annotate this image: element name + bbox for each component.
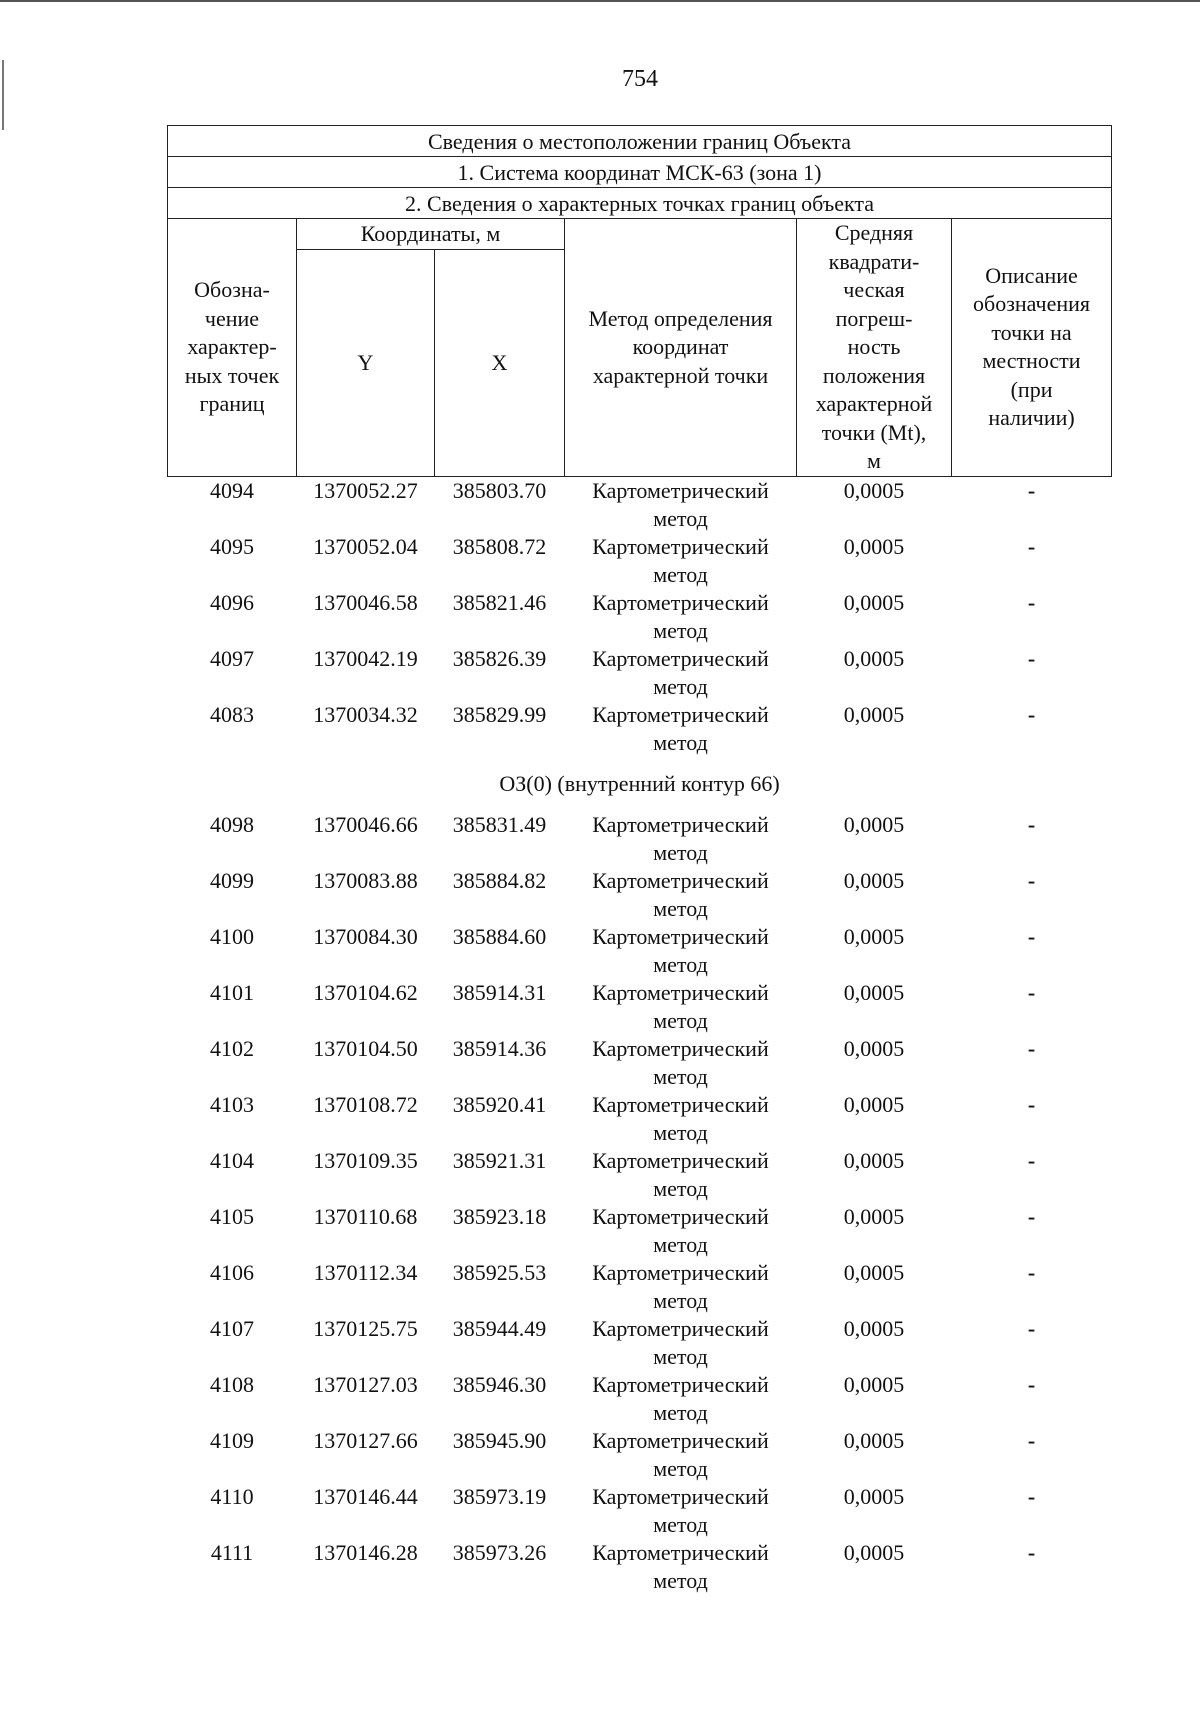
method-cell: Картометрический метод	[592, 1371, 769, 1425]
x-coordinate-cell: 385803.70	[452, 477, 547, 503]
error-cell: 0,0005	[843, 867, 905, 893]
y-coordinate-cell: 1370110.68	[313, 1203, 418, 1229]
page-number: 754	[622, 66, 658, 92]
error-cell: 0,0005	[843, 1539, 905, 1565]
method-cell: Картометрический метод	[592, 979, 769, 1033]
point-id-cell: 4096	[210, 589, 254, 615]
column-header-method: Метод определения координат характерной точки	[565, 219, 797, 477]
table-row	[168, 811, 1112, 867]
y-coordinate-cell: 1370146.44	[313, 1483, 418, 1509]
x-coordinate-cell: 385821.46	[452, 589, 547, 615]
description-cell: -	[1027, 1427, 1036, 1453]
point-id-cell: 4097	[210, 645, 254, 671]
point-id-cell: 4100	[210, 923, 254, 949]
description-cell: -	[1027, 1259, 1036, 1285]
contour-label: ОЗ(0) (внутренний контур 66)	[499, 770, 780, 796]
error-cell: 0,0005	[843, 701, 905, 727]
point-id-cell: 4109	[210, 1427, 254, 1453]
point-id-cell: 4103	[210, 1091, 254, 1117]
description-cell: -	[1027, 1483, 1036, 1509]
point-id-cell: 4108	[210, 1371, 254, 1397]
point-id-cell: 4105	[210, 1203, 254, 1229]
error-cell: 0,0005	[843, 1427, 905, 1453]
point-id-cell: 4095	[210, 533, 254, 559]
method-cell: Картометрический метод	[592, 811, 769, 865]
description-cell: -	[1027, 533, 1036, 559]
point-id-cell: 4107	[210, 1315, 254, 1341]
x-coordinate-cell: 385884.82	[452, 867, 547, 893]
table-row	[168, 1371, 1112, 1427]
y-coordinate-cell: 1370109.35	[313, 1147, 418, 1173]
method-cell: Картометрический метод	[592, 1091, 769, 1145]
table-row	[168, 645, 1112, 701]
error-cell: 0,0005	[843, 1371, 905, 1397]
points-group-b	[168, 811, 1112, 1595]
error-cell: 0,0005	[843, 1259, 905, 1285]
error-cell: 0,0005	[843, 811, 905, 837]
x-coordinate-cell: 385921.31	[452, 1147, 547, 1173]
error-cell: 0,0005	[843, 1203, 905, 1229]
table-row	[168, 701, 1112, 757]
column-header-x: X	[435, 250, 565, 476]
error-cell: 0,0005	[843, 1035, 905, 1061]
table-row	[168, 979, 1112, 1035]
description-cell: -	[1027, 701, 1036, 727]
method-cell: Картометрический метод	[592, 533, 769, 587]
table-row	[168, 1539, 1112, 1595]
error-cell: 0,0005	[843, 1091, 905, 1117]
y-coordinate-cell: 1370046.58	[313, 589, 418, 615]
point-id-cell: 4099	[210, 867, 254, 893]
error-cell: 0,0005	[843, 979, 905, 1005]
y-coordinate-cell: 1370125.75	[313, 1315, 418, 1341]
boundary-points-table	[167, 125, 1112, 1595]
error-cell: 0,0005	[843, 1147, 905, 1173]
table-row	[168, 1259, 1112, 1315]
table-row	[168, 1203, 1112, 1259]
y-coordinate-cell: 1370042.19	[313, 645, 418, 671]
method-cell: Картометрический метод	[592, 867, 769, 921]
error-cell: 0,0005	[843, 645, 905, 671]
point-id-cell: 4101	[210, 979, 254, 1005]
description-cell: -	[1027, 1315, 1036, 1341]
error-cell: 0,0005	[843, 533, 905, 559]
y-coordinate-cell: 1370127.03	[313, 1371, 418, 1397]
method-cell: Картометрический метод	[592, 1483, 769, 1537]
y-coordinate-cell: 1370127.66	[313, 1427, 418, 1453]
table-row	[168, 1091, 1112, 1147]
table-header	[168, 126, 1112, 477]
point-id-cell: 4110	[210, 1483, 254, 1509]
method-cell: Картометрический метод	[592, 923, 769, 977]
description-cell: -	[1027, 923, 1036, 949]
table-row	[168, 1315, 1112, 1371]
coordinate-system-label: 1. Система координат МСК-63 (зона 1)	[168, 157, 1112, 188]
column-header-error: Средняя квадрати- ческая погреш- ность положения характерной точки (Mt), м	[797, 219, 952, 477]
x-coordinate-cell: 385944.49	[452, 1315, 547, 1341]
description-cell: -	[1027, 811, 1036, 837]
point-id-cell: 4104	[210, 1147, 254, 1173]
x-coordinate-cell: 385920.41	[452, 1091, 547, 1117]
column-header-coordinates: Координаты, м	[297, 219, 565, 250]
description-cell: -	[1027, 1147, 1036, 1173]
point-id-cell: 4083	[210, 701, 254, 727]
error-cell: 0,0005	[843, 1315, 905, 1341]
table-row	[168, 1147, 1112, 1203]
x-coordinate-cell: 385826.39	[452, 645, 547, 671]
description-cell: -	[1027, 645, 1036, 671]
point-id-cell: 4111	[210, 1539, 254, 1565]
y-coordinate-cell: 1370104.62	[313, 979, 418, 1005]
error-cell: 0,0005	[843, 589, 905, 615]
y-coordinate-cell: 1370108.72	[313, 1091, 418, 1117]
contour-section	[168, 757, 1112, 811]
y-coordinate-cell: 1370034.32	[313, 701, 418, 727]
table-row	[168, 476, 1112, 533]
table-row	[168, 533, 1112, 589]
method-cell: Картометрический метод	[592, 1147, 769, 1201]
description-cell: -	[1027, 1091, 1036, 1117]
description-cell: -	[1027, 1371, 1036, 1397]
table-title: Сведения о местоположении границ Объекта	[168, 126, 1112, 157]
y-coordinate-cell: 1370083.88	[313, 867, 418, 893]
description-cell: -	[1027, 589, 1036, 615]
point-id-cell: 4102	[210, 1035, 254, 1061]
y-coordinate-cell: 1370104.50	[313, 1035, 418, 1061]
y-coordinate-cell: 1370146.28	[313, 1539, 418, 1565]
column-header-description: Описание обозначения точки на местности (при наличии)	[952, 219, 1112, 477]
section-title: 2. Сведения о характерных точках границ объекта	[168, 188, 1112, 219]
description-cell: -	[1027, 1539, 1036, 1565]
method-cell: Картометрический метод	[592, 1035, 769, 1089]
method-cell: Картометрический метод	[592, 701, 769, 755]
table-row	[168, 923, 1112, 979]
table-row	[168, 1035, 1112, 1091]
x-coordinate-cell: 385829.99	[452, 701, 547, 727]
table-row	[168, 867, 1112, 923]
x-coordinate-cell: 385925.53	[452, 1259, 547, 1285]
column-header-y: Y	[297, 250, 435, 476]
x-coordinate-cell: 385973.19	[452, 1483, 547, 1509]
column-header-designation: Обозна- чение характер- ных точек границ	[168, 219, 297, 477]
error-cell: 0,0005	[843, 477, 905, 503]
description-cell: -	[1027, 477, 1036, 503]
y-coordinate-cell: 1370084.30	[313, 923, 418, 949]
method-cell: Картометрический метод	[592, 589, 769, 643]
error-cell: 0,0005	[843, 1483, 905, 1509]
table-row	[168, 589, 1112, 645]
table-row	[168, 1427, 1112, 1483]
table-row	[168, 1483, 1112, 1539]
description-cell: -	[1027, 867, 1036, 893]
point-id-cell: 4098	[210, 811, 254, 837]
points-group-a	[168, 476, 1112, 757]
x-coordinate-cell: 385831.49	[452, 811, 547, 837]
description-cell: -	[1027, 1203, 1036, 1229]
method-cell: Картометрический метод	[592, 1427, 769, 1481]
method-cell: Картометрический метод	[592, 1203, 769, 1257]
x-coordinate-cell: 385923.18	[452, 1203, 547, 1229]
x-coordinate-cell: 385914.36	[452, 1035, 547, 1061]
x-coordinate-cell: 385914.31	[452, 979, 547, 1005]
method-cell: Картометрический метод	[592, 1259, 769, 1313]
method-cell: Картометрический метод	[592, 1315, 769, 1369]
method-cell: Картометрический метод	[592, 1539, 769, 1593]
point-id-cell: 4094	[210, 477, 254, 503]
x-coordinate-cell: 385946.30	[452, 1371, 547, 1397]
error-cell: 0,0005	[843, 923, 905, 949]
x-coordinate-cell: 385945.90	[452, 1427, 547, 1453]
y-coordinate-cell: 1370052.27	[313, 477, 418, 503]
x-coordinate-cell: 385808.72	[452, 533, 547, 559]
y-coordinate-cell: 1370046.66	[313, 811, 418, 837]
x-coordinate-cell: 385973.26	[452, 1539, 547, 1565]
method-cell: Картометрический метод	[592, 645, 769, 699]
x-coordinate-cell: 385884.60	[452, 923, 547, 949]
point-id-cell: 4106	[210, 1259, 254, 1285]
description-cell: -	[1027, 1035, 1036, 1061]
y-coordinate-cell: 1370052.04	[313, 533, 418, 559]
y-coordinate-cell: 1370112.34	[313, 1259, 418, 1285]
method-cell: Картометрический метод	[592, 477, 769, 531]
description-cell: -	[1027, 979, 1036, 1005]
top-scan-rule	[0, 0, 1200, 2]
